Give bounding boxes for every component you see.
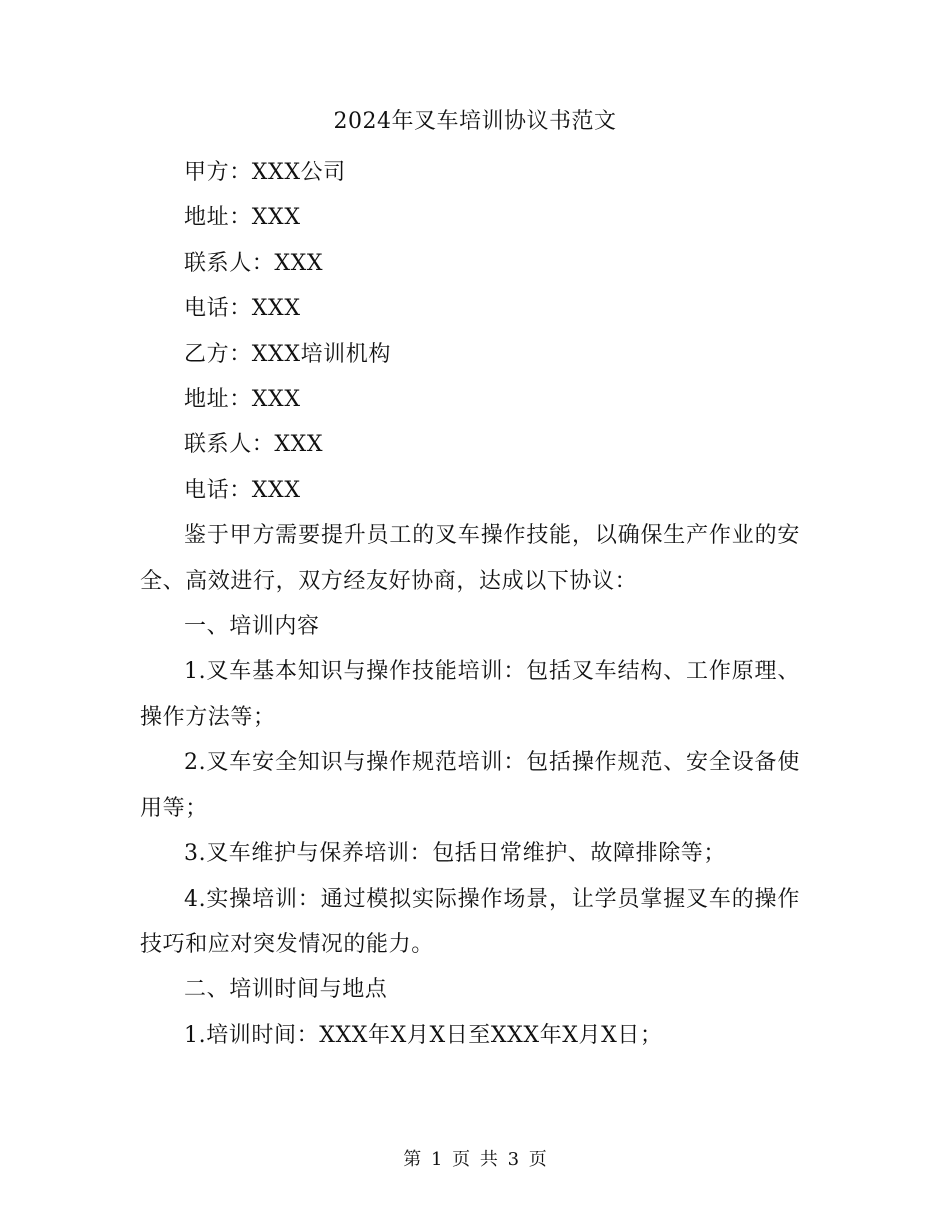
section-heading-training-content: 一、培训内容	[184, 614, 320, 640]
document-title: 2024年叉车培训协议书范文	[333, 109, 617, 134]
page-footer: 第 1 页 共 3 页	[403, 1149, 547, 1170]
party-b-address: 地址：XXX	[184, 387, 301, 413]
party-a-phone: 电话：XXX	[184, 296, 301, 322]
party-a-address: 地址：XXX	[184, 205, 301, 231]
training-time-item: 1.培训时间：XXX年X月X日至XXX年X月X日；	[184, 1022, 663, 1048]
party-a-name: 甲方：XXX公司	[184, 160, 346, 185]
training-item-4: 4.实操培训：通过模拟实际操作场景，让学员掌握叉车的操作技巧和应对突发情况的能力。	[140, 886, 800, 957]
document-body	[140, 150, 800, 1058]
party-b-phone: 电话：XXX	[184, 477, 301, 503]
training-item-2: 2.叉车安全知识与操作规范培训：包括操作规范、安全设备使用等；	[140, 750, 800, 821]
training-item-1: 1.叉车基本知识与操作技能培训：包括叉车结构、工作原理、操作方法等；	[140, 659, 800, 730]
section-heading-time-location: 二、培训时间与地点	[184, 977, 388, 1003]
training-item-3: 3.叉车维护与保养培训：包括日常维护、故障排除等；	[184, 841, 726, 867]
party-b-name: 乙方：XXX培训机构	[184, 341, 391, 367]
preamble-paragraph: 鉴于甲方需要提升员工的叉车操作技能，以确保生产作业的安全、高效进行，双方经友好协商，达成以下协议：	[140, 523, 800, 594]
party-a-contact: 联系人：XXX	[184, 250, 324, 276]
party-b-contact: 联系人：XXX	[184, 432, 324, 458]
